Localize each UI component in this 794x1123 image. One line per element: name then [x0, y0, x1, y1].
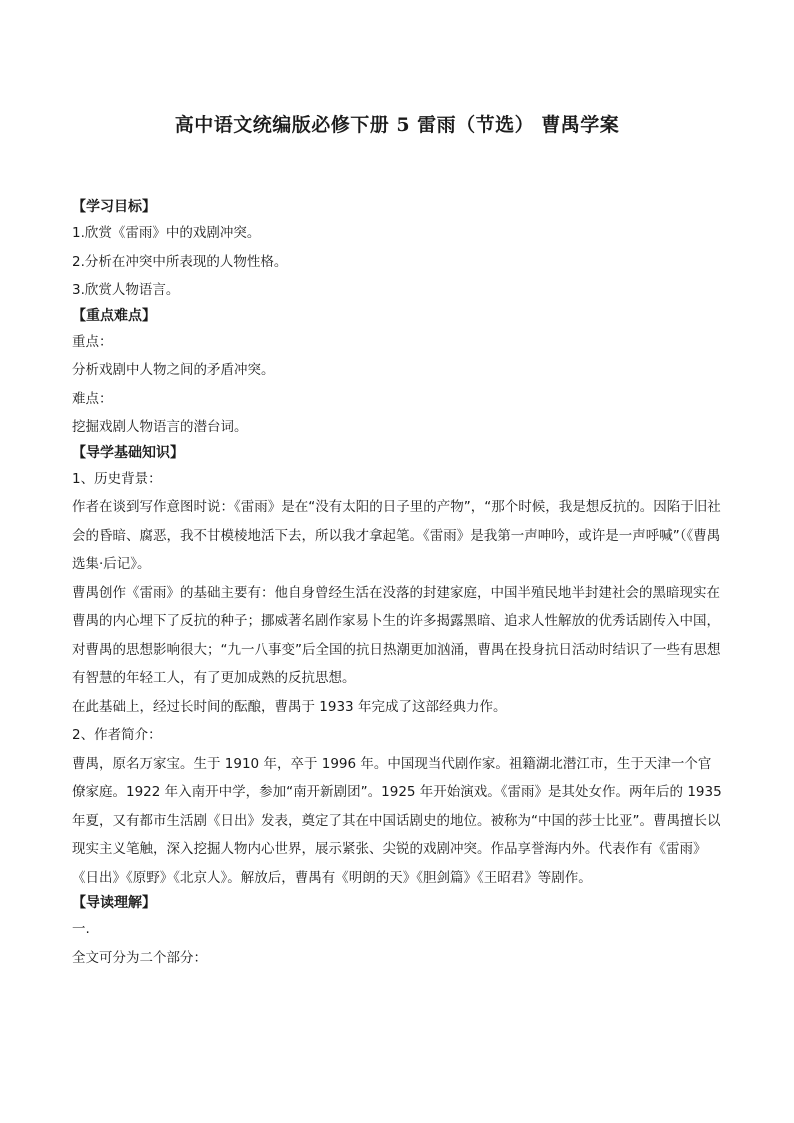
section-heading-goals: 【学习目标】: [72, 199, 156, 215]
section-heading-reading: 【导读理解】: [72, 895, 156, 911]
background-paragraph-2: 曹禺创作《雷雨》的基础主要有：他自身曾经生活在没落的封建家庭，中国半殖民地半封建社会的黑暗现实在曹禺的内心埋下了反抗的种子；挪威著名剧作家易卜生的许多揭露黑暗、追求人性解放的优秀话剧传入中国，对曹禺的思想影响很大；“九一八事变”后全国的抗日热潮更加汹涌，曹禺在投身抗日活动时结识了一些有思想有智慧的年轻工人，有了更加成熟的反抗思想。: [72, 584, 721, 686]
document-title: 高中语文统编版必修下册 5 雷雨（节选） 曹禺学案: [174, 114, 620, 136]
section-heading-key-points: 【重点难点】: [72, 307, 156, 324]
section-heading-basics: 【导学基础知识】: [72, 444, 184, 461]
key-label: 重点：: [72, 333, 113, 350]
structure-text: 全文可分为二个部分：: [72, 949, 207, 966]
goal-item-1: 1.欣赏《雷雨》中的戏剧冲突。: [72, 225, 261, 241]
goal-item-2: 2.分析在冲突中所表现的人物性格。: [72, 253, 288, 270]
document-page: [72, 0, 722, 1123]
background-paragraph-1: 作者在谈到写作意图时说：《雷雨》是在“没有太阳的日子里的产物”，“那个时候，我是想反抗的。因陷于旧社会的昏暗、腐恶，我不甘模棱地活下去，所以我才拿起笔。《雷雨》是我第一声呻吟，或许是一声呼喊”（《曹禺选集·后记》。: [72, 499, 721, 572]
author-label: 2、作者简介：: [72, 727, 162, 743]
document-body: [72, 196, 722, 972]
difficulty-label: 难点：: [72, 390, 113, 407]
key-text: 分析戏剧中人物之间的矛盾冲突。: [72, 362, 275, 378]
background-paragraph-3: 在此基础上，经过长时间的酝酿，曹禺于 1933 年完成了这部经典力作。: [72, 698, 507, 715]
reading-item-one: 一.: [72, 921, 90, 937]
author-paragraph: 曹禺，原名万家宝。生于 1910 年，卒于 1996 年。中国现当代剧作家。祖籍湖北潜江市，生于天津一个官僚家庭。1922 年入南开中学，参加“南开新剧团”。1925 年开始演戏。《雷雨》是其处女作。两年后的 1935 年夏，又有都市生活剧《日出》发表，奠定了其在中国话剧史的地位。被称为“中国的莎士比亚”。曹禺擅长以现实主义笔触，深入挖掘人物内心世界，展示紧张、尖锐的戏剧冲突。作品享誉海内外。代表作有《雷雨》《日出》《原野》《北京人》。解放后，曹禺有《明朗的天》《胆剑篇》《王昭君》等剧作。: [72, 755, 722, 886]
goal-item-3: 3.欣赏人物语言。: [72, 282, 180, 298]
difficulty-text: 挖掘戏剧人物语言的潜台词。: [72, 419, 248, 435]
background-label: 1、历史背景：: [72, 470, 162, 487]
